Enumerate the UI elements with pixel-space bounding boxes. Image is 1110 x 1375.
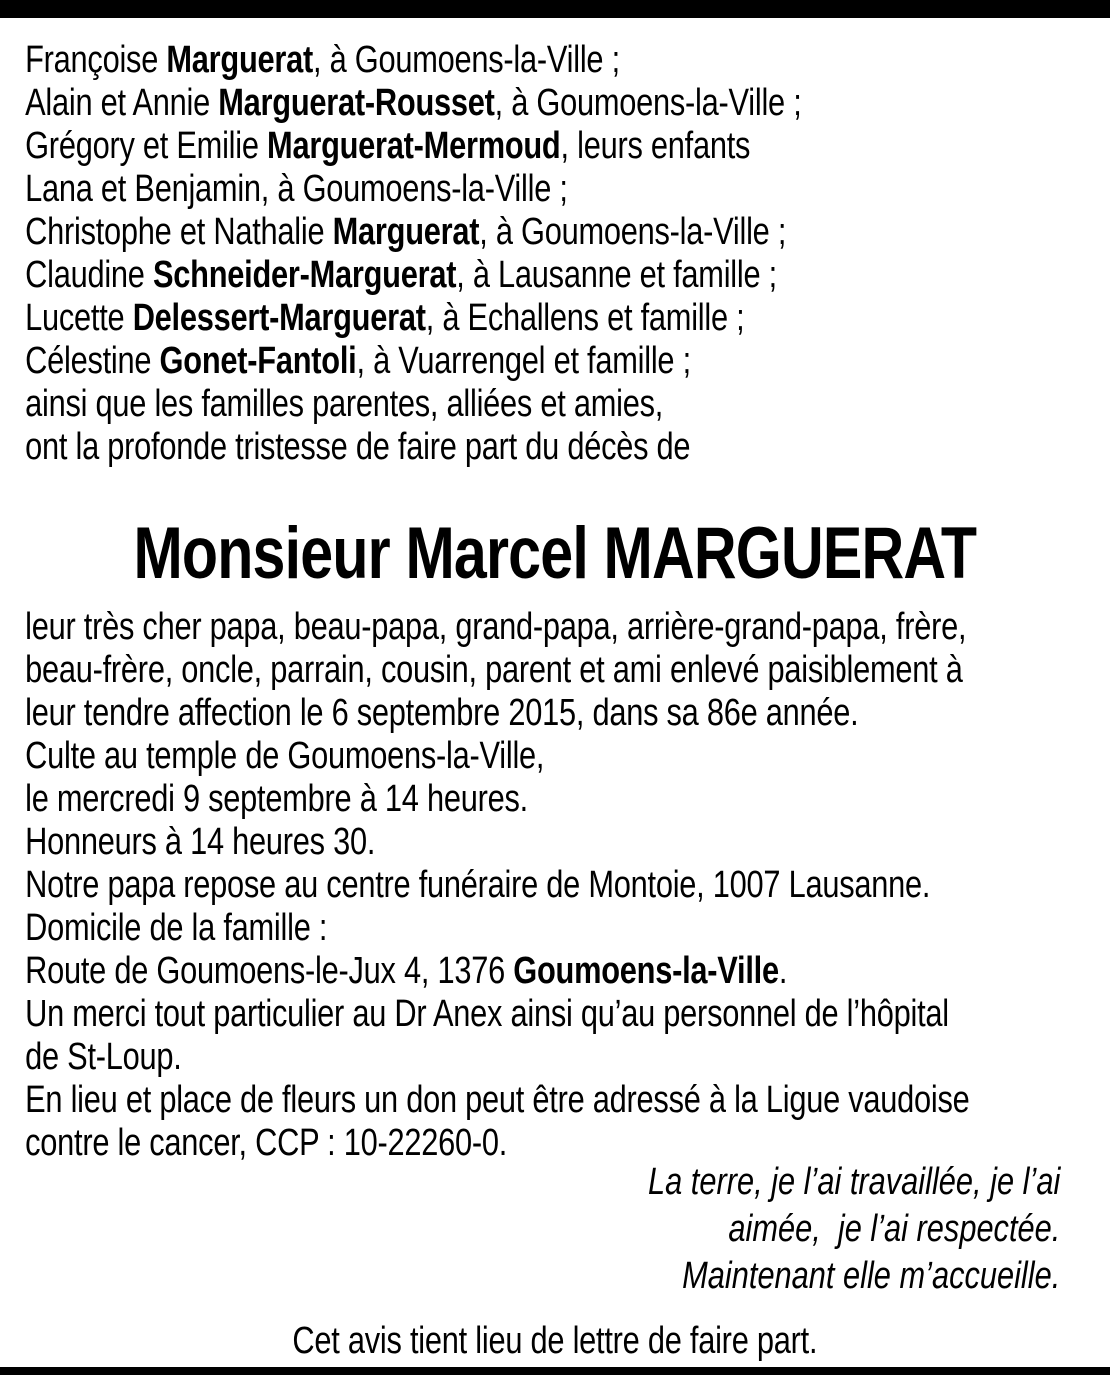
text-segment: Maintenant elle m’accueille.	[682, 1255, 1061, 1297]
text-line	[25, 993, 1110, 1036]
bold-name: Schneider-Marguerat	[152, 254, 457, 296]
text-segment: ont la profonde tristesse de faire part du décès de	[25, 426, 691, 468]
notice-body	[0, 606, 1110, 1165]
top-border-bar	[0, 0, 1110, 18]
epitaph-quote	[0, 1159, 1110, 1300]
text-line	[25, 426, 1110, 469]
text-segment: Un merci tout particulier au Dr Anex ainsi qu’au personnel de l’hôpital	[25, 993, 949, 1035]
text-segment: , leurs enfants	[560, 125, 751, 167]
notice-content	[0, 18, 1110, 1363]
text-segment: Grégory et Emilie	[25, 125, 268, 167]
text-segment: Françoise	[25, 39, 167, 81]
text-segment: Culte au temple de Goumoens-la-Ville,	[25, 735, 545, 777]
text-line	[25, 735, 1110, 778]
text-segment: beau-frère, oncle, parrain, cousin, parent et ami enlevé paisiblement à	[25, 649, 963, 691]
text-segment: La terre, je l’ai travaillée, je l’ai	[647, 1161, 1061, 1203]
death-notice	[0, 18, 1110, 1363]
text-segment: de St-Loup.	[25, 1036, 182, 1078]
bold-name: Gonet-Fantoli	[159, 340, 357, 382]
text-segment: Claudine	[25, 254, 153, 296]
text-segment: .	[778, 950, 788, 992]
text-segment: Lucette	[25, 297, 133, 339]
text-line	[25, 950, 1110, 993]
text-line	[25, 297, 1110, 340]
text-segment: Honneurs à 14 heures 30.	[25, 821, 376, 863]
text-line	[25, 383, 1110, 426]
text-line	[25, 82, 1110, 125]
bold-name: Goumoens-la-Ville	[513, 950, 779, 992]
bold-name: Marguerat-Mermoud	[267, 125, 561, 167]
text-segment: En lieu et place de fleurs un don peut être adressé à la Ligue vaudoise	[25, 1079, 970, 1121]
text-segment: , à Vuarrengel et famille ;	[356, 340, 691, 382]
text-segment: le mercredi 9 septembre à 14 heures.	[25, 778, 528, 820]
text-line	[25, 254, 1110, 297]
text-segment: ainsi que les familles parentes, alliées et amies,	[25, 383, 664, 425]
text-line	[25, 606, 1110, 649]
text-segment: Célestine	[25, 340, 160, 382]
text-segment: , à Echallens et famille ;	[425, 297, 745, 339]
bottom-border-bar	[0, 1367, 1110, 1375]
text-line	[25, 907, 1110, 950]
text-line	[25, 692, 1110, 735]
text-segment: Notre papa repose au centre funéraire de Montoie, 1007 Lausanne.	[25, 864, 931, 906]
text-segment: , à Goumoens-la-Ville ;	[494, 82, 802, 124]
bold-name: Marguerat-Rousset	[218, 82, 495, 124]
text-line	[25, 125, 1110, 168]
text-segment: contre le cancer, CCP : 10-22260-0.	[25, 1122, 508, 1164]
text-segment: , à Goumoens-la-Ville ;	[313, 39, 620, 81]
deceased-name-title: Monsieur Marcel MARGUERAT	[133, 513, 977, 594]
text-line	[0, 1253, 1060, 1300]
text-segment: leur tendre affection le 6 septembre 2015, dans sa 86e année.	[25, 692, 859, 734]
text-line	[25, 211, 1110, 254]
bold-name: Delessert-Marguerat	[132, 297, 426, 339]
text-segment: , à Goumoens-la-Ville ;	[479, 211, 787, 253]
text-line	[25, 778, 1110, 821]
text-line	[25, 821, 1110, 864]
text-line	[25, 649, 1110, 692]
text-segment: leur très cher papa, beau-papa, grand-papa, arrière-grand-papa, frère,	[25, 606, 967, 648]
text-segment: Alain et Annie	[25, 82, 219, 124]
family-list	[0, 39, 1110, 469]
text-segment: Lana et Benjamin, à Goumoens-la-Ville ;	[25, 168, 568, 210]
bold-name: Marguerat	[166, 39, 314, 81]
text-segment: Route de Goumoens-le-Jux 4, 1376	[25, 950, 514, 992]
text-line	[0, 1159, 1060, 1206]
text-line	[25, 1036, 1110, 1079]
bold-name: Marguerat	[332, 211, 480, 253]
text-segment: aimée, je l’ai respectée.	[728, 1208, 1061, 1250]
text-segment: Domicile de la famille :	[25, 907, 328, 949]
text-line	[25, 1079, 1110, 1122]
text-segment: , à Lausanne et famille ;	[456, 254, 777, 296]
text-segment: Christophe et Nathalie	[25, 211, 333, 253]
text-line	[25, 340, 1110, 383]
closing-line: Cet avis tient lieu de lettre de faire part.	[292, 1320, 818, 1362]
text-line	[25, 168, 1110, 211]
text-line	[0, 1206, 1060, 1253]
text-line	[25, 39, 1110, 82]
text-line	[25, 864, 1110, 907]
